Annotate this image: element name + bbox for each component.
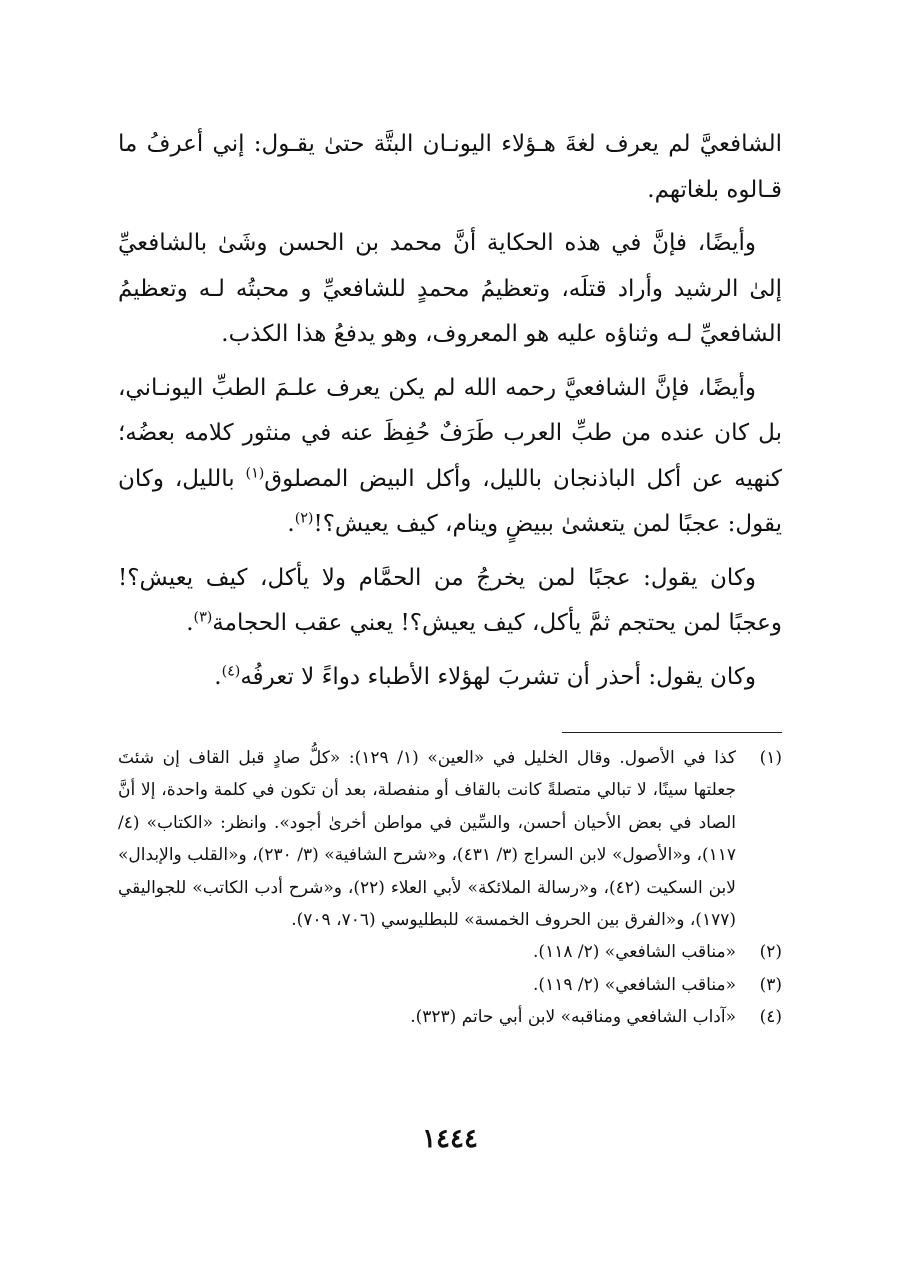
footnote-number: (٤) [759,1007,782,1028]
paragraph-3-text-a: وأيضًا، فإنَّ الشافعيَّ رحمه الله لم يكن يعرف علـمَ الطبِّ اليونـاني، بل كان عنده من طبِّ العرب طَرَفٌ حُفِظَ عنه في منثور كلامه بعضُه؛ كنهيه عن أكل الباذنجان بالليل، وأكل البيض المصلوق [118,374,782,492]
footnote-text: «مناقب الشافعي» (٢/ ١١٩). [533,974,736,995]
page-number: ١٤٤٤ [422,1124,478,1154]
paragraph-5-text-a: وكان يقول: أحذر أن تشربَ لهؤلاء الأطباء دواءً لا تعرفُه [240,663,756,690]
footnote-number: (١) [759,748,782,768]
footnote-ref-2[interactable]: (٢) [294,510,314,527]
main-text [118,122,782,708]
footnote-1 [118,742,782,936]
paragraph-2 [118,221,782,358]
paragraph-5 [118,655,782,701]
paragraph-4-text-b: . [186,610,194,636]
paragraph-3 [118,366,782,548]
footnote-number: (٢) [759,942,782,963]
footnote-text: «مناقب الشافعي» (٢/ ١١٨). [533,942,736,963]
paragraph-3-text-c: . [287,511,295,537]
paragraph-3-text-b: بالليل، وكان يقول: عجبًا لمن يتعشىٰ ببيضٍ وينام، كيف يعيش؟! [118,465,782,537]
footnotes [118,742,782,1034]
book-page [118,0,782,1271]
footnote-number: (٣) [759,974,782,995]
paragraph-1-text: الشافعيَّ لم يعرف لغةَ هـؤلاء اليونـان البتَّة حتىٰ يقـول: إني أعرفُ ما قـالوه بلغاتهم. [118,131,782,203]
footnote-ref-4[interactable]: (٤) [221,662,241,679]
footnote-text: «آداب الشافعي ومناقبه» لابن أبي حاتم (٣٢٣). [410,1007,736,1028]
footnote-text: كذا في الأصول. وقال الخليل في «العين» (١/ ١٢٩): «كلُّ صادٍ قبل القاف إن شئتَ جعلتها سينًا، لا تبالي متصلةً كانت بالقاف أو منفصلة، بعد أن تكون في كلمة واحدة، إلا أنَّ الصاد في بعض الأحيان أحسن، والسِّين في مواطن أخرىٰ أجود». وانظر: «الكتاب» (٤/ ١١٧)، و«الأصول» لابن السراج (٣/ ٤٣١)، و«شرح الشافية» (٣/ ٢٣٠)، و«القلب والإبدال» لابن السكيت (٤٢)، و«رسالة الملائكة» لأبي العلاء (٢٢)، و«شرح أدب الكاتب» للجواليقي (١٧٧)، و«الفرق بين الحروف الخمسة» للبطليوسي (٧٠٦، ٧٠٩). [118,748,736,931]
footnote-ref-3[interactable]: (٣) [193,609,213,626]
footnote-ref-1[interactable]: (١) [245,464,265,481]
paragraph-1 [118,122,782,213]
paragraph-2-text: وأيضًا، فإنَّ في هذه الحكاية أنَّ محمد بن الحسن وشَىٰ بالشافعيِّ إلىٰ الرشيد وأراد قتلَه، وتعظيمُ محمدٍ للشافعيِّ و محبتُه لـه وتعظيمُ الشافعيِّ لـه وثناؤه عليه هو المعروف، وهو يدفعُ هذا الكذب. [118,230,782,347]
footnote-4 [118,1001,782,1033]
footnote-3 [118,969,782,1001]
paragraph-4-text-a: وكان يقول: عجبًا لمن يخرجُ من الحمَّام ولا يأكل، كيف يعيش؟! وعجبًا لمن يحتجم ثمَّ يأكل، كيف يعيش؟! يعني عقب الحجامة [118,564,782,636]
footnote-separator [562,732,782,733]
footnote-2 [118,936,782,968]
paragraph-4 [118,556,782,647]
paragraph-5-text-b: . [214,663,222,690]
